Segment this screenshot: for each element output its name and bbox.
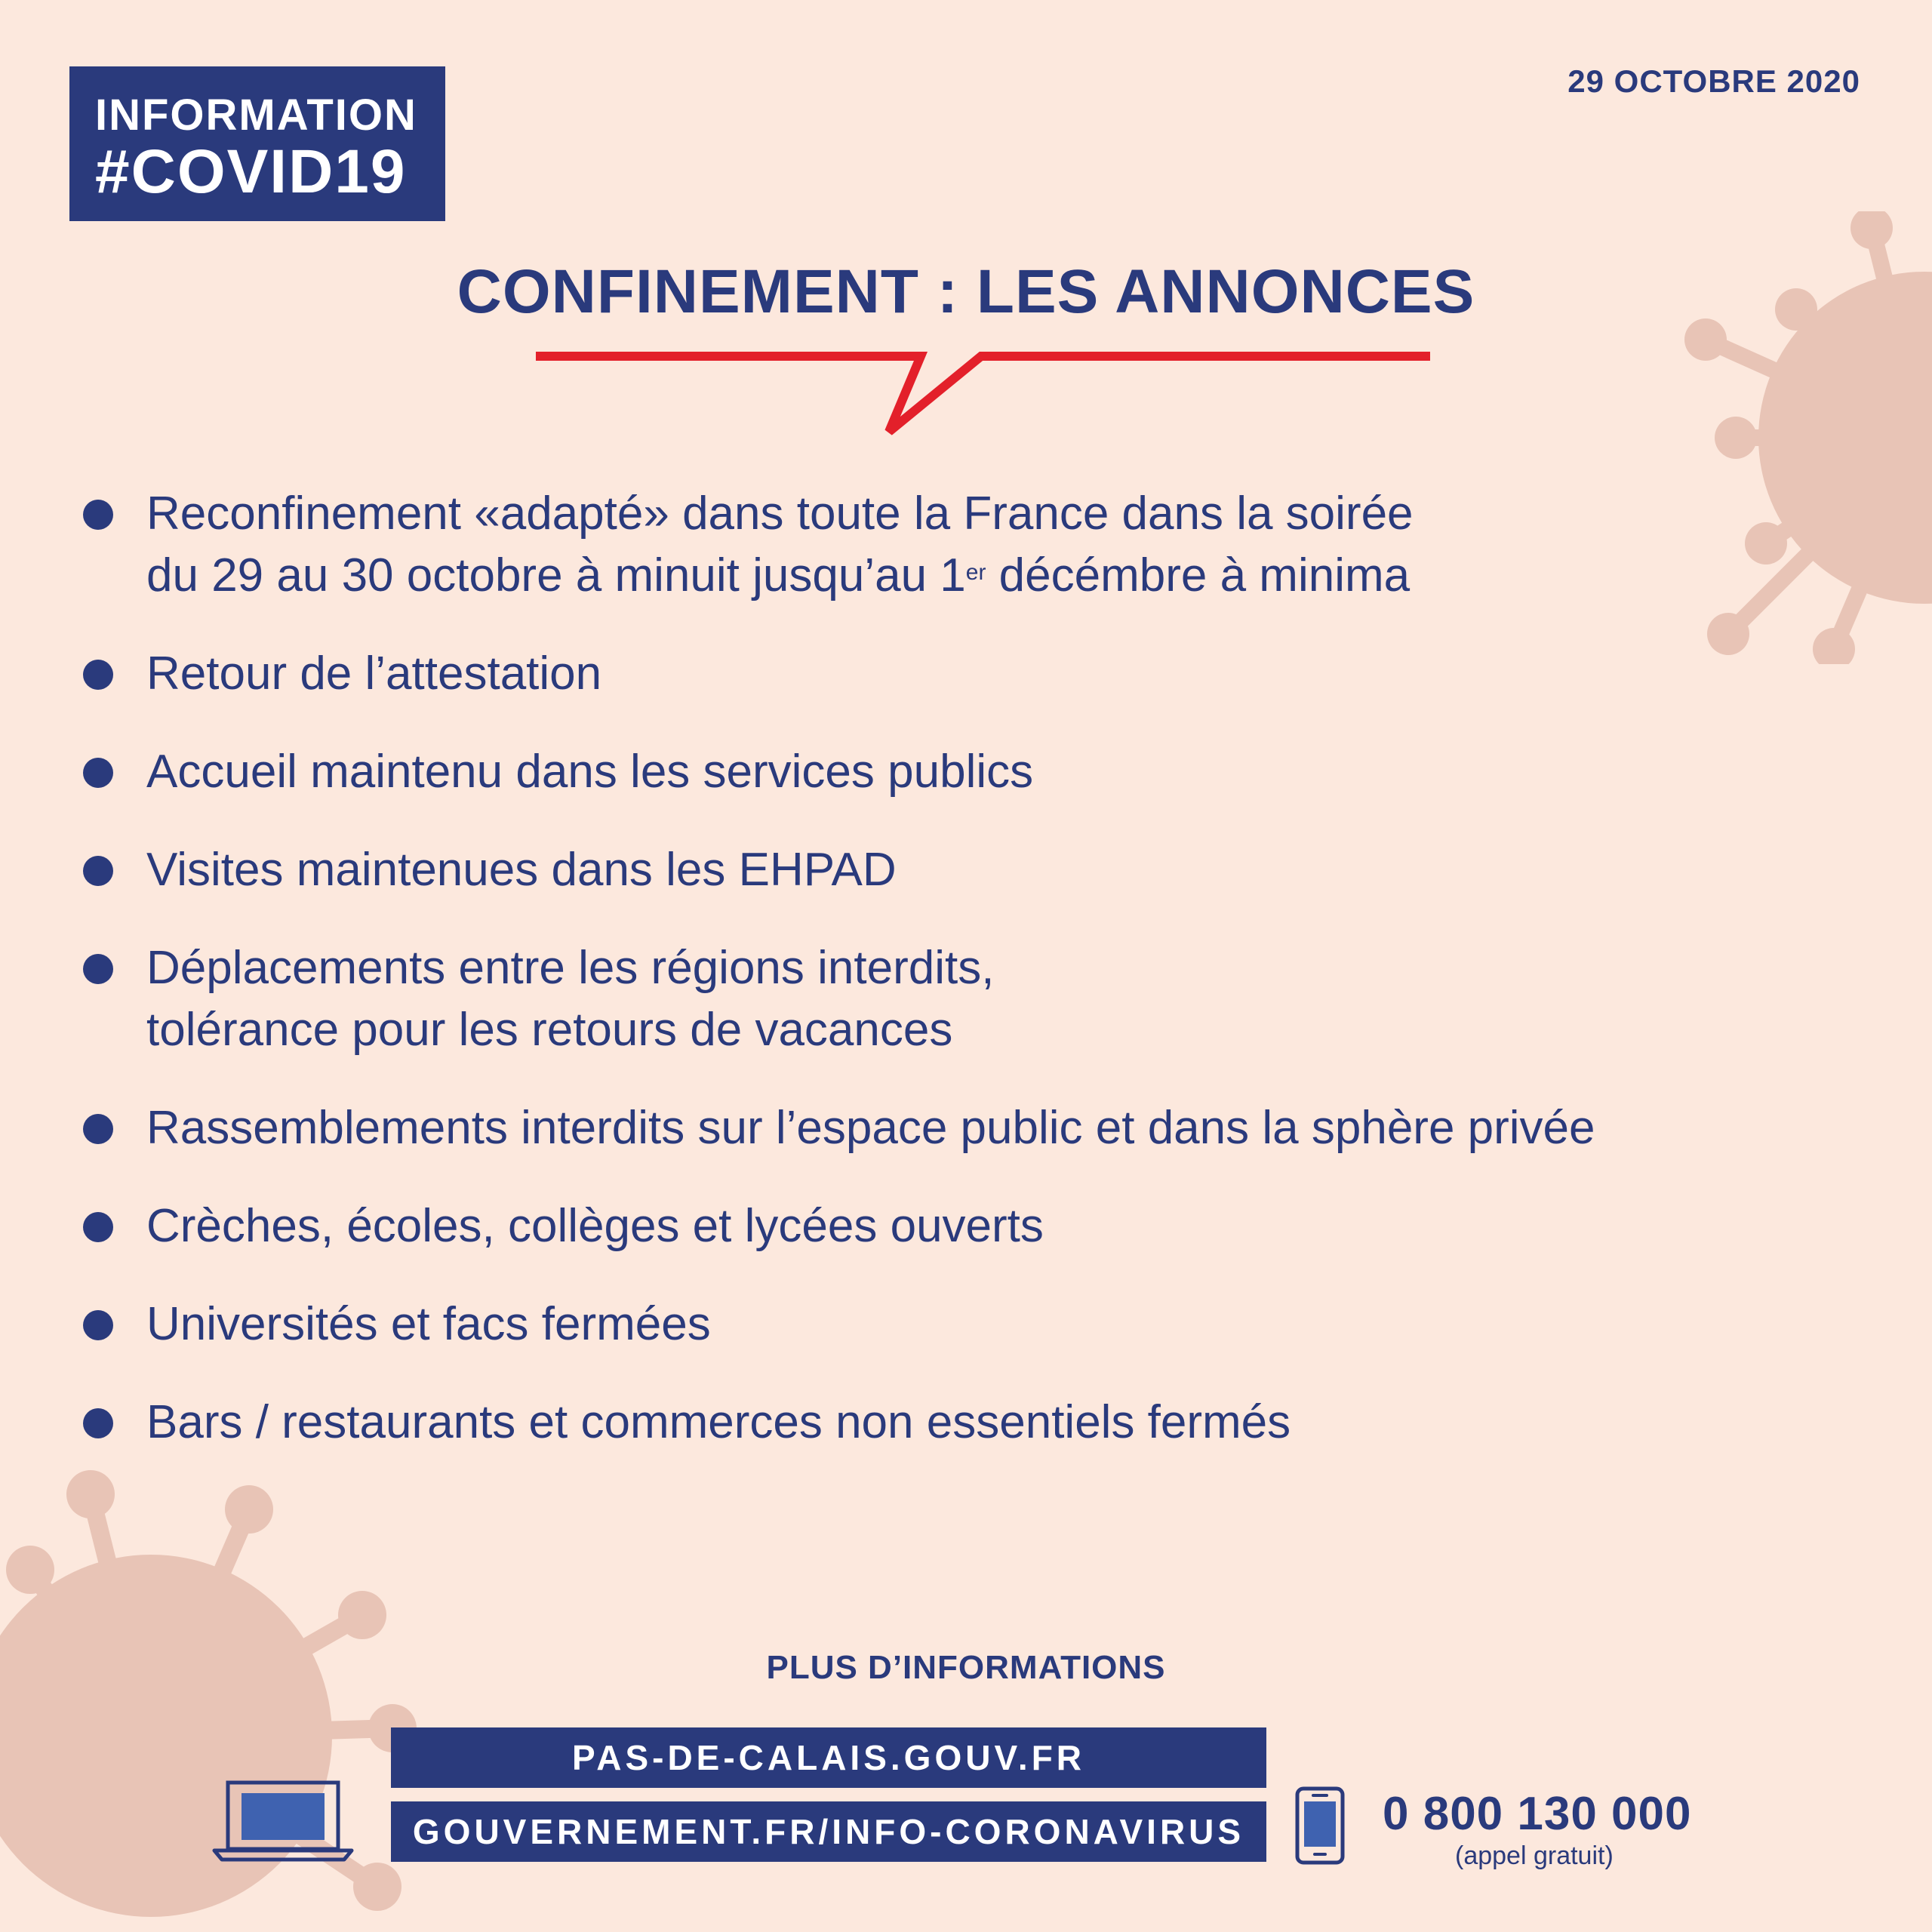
bullet-icon bbox=[83, 500, 113, 530]
more-info-heading: PLUS D’INFORMATIONS bbox=[766, 1649, 1166, 1686]
bullet-icon bbox=[83, 1310, 113, 1340]
laptop-icon bbox=[211, 1780, 355, 1863]
page-title: CONFINEMENT : LES ANNONCES bbox=[457, 257, 1475, 326]
smartphone-icon bbox=[1295, 1786, 1345, 1865]
list-item bbox=[83, 483, 1857, 607]
item-text-line-1: Déplacements entre les régions interdits, bbox=[146, 942, 995, 994]
list-item bbox=[83, 1195, 1857, 1257]
item-text-line-2: du 29 au 30 octobre à minuit jusqu’au 1er décémbre à minima bbox=[146, 549, 1411, 601]
bullet-icon bbox=[83, 1408, 113, 1438]
item-text: Visites maintenues dans les EHPAD bbox=[146, 844, 897, 896]
prefecture-website-link[interactable]: PAS-DE-CALAIS.GOUV.FR bbox=[391, 1727, 1266, 1788]
list-item bbox=[83, 1097, 1857, 1159]
list-item bbox=[83, 741, 1857, 803]
item-text: Accueil maintenu dans les services publics bbox=[146, 746, 1034, 798]
list-item bbox=[83, 937, 1857, 1061]
publication-date: 29 OCTOBRE 2020 bbox=[1567, 63, 1860, 99]
item-text: Rassemblements interdits sur l’espace public et dans la sphère privée bbox=[146, 1102, 1595, 1154]
speech-bubble-underline bbox=[528, 340, 1434, 445]
bullet-icon bbox=[83, 954, 113, 984]
hotline-number[interactable]: 0 800 130 000 bbox=[1383, 1788, 1692, 1840]
item-text: Retour de l’attestation bbox=[146, 648, 602, 700]
list-item bbox=[83, 839, 1857, 901]
bullet-icon bbox=[83, 1212, 113, 1242]
item-text: Crèches, écoles, collèges et lycées ouverts bbox=[146, 1200, 1044, 1252]
bullet-icon bbox=[83, 660, 113, 690]
badge-line-2: #COVID19 bbox=[95, 137, 407, 206]
item-text: Bars / restaurants et commerces non essentiels fermés bbox=[146, 1396, 1291, 1448]
bullet-icon bbox=[83, 856, 113, 886]
item-text-line-1: Reconfinement «adapté» dans toute la France dans la soirée bbox=[146, 488, 1414, 540]
government-website-link[interactable]: GOUVERNEMENT.FR/INFO-CORONAVIRUS bbox=[391, 1801, 1266, 1862]
list-item bbox=[83, 643, 1857, 705]
list-item bbox=[83, 1294, 1857, 1355]
badge-line-1: INFORMATION bbox=[95, 91, 417, 140]
announcement-list bbox=[83, 483, 1857, 1490]
item-text-line-2: tolérance pour les retours de vacances bbox=[146, 1004, 953, 1056]
bullet-icon bbox=[83, 758, 113, 788]
bullet-icon bbox=[83, 1114, 113, 1144]
hotline-note: (appel gratuit) bbox=[1455, 1841, 1614, 1870]
covid-info-badge bbox=[69, 66, 445, 221]
list-item bbox=[83, 1392, 1857, 1454]
item-text: Universités et facs fermées bbox=[146, 1298, 711, 1350]
